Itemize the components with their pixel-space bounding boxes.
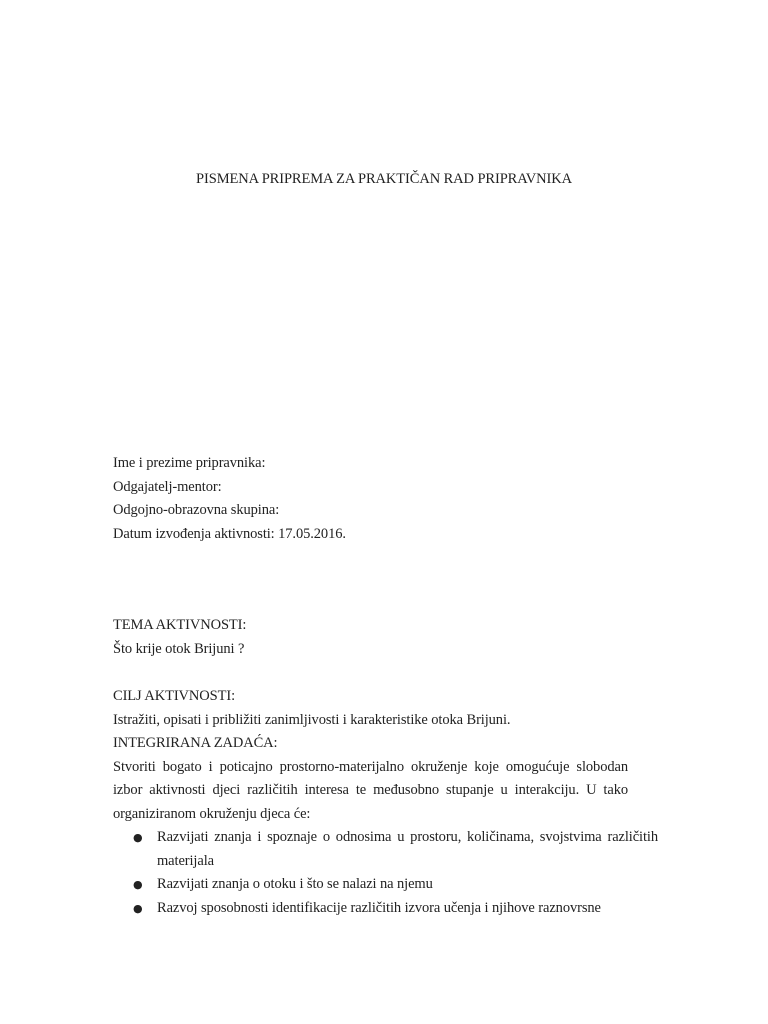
activity-date-line: Datum izvođenja aktivnosti: 17.05.2016. bbox=[113, 525, 346, 542]
topic-heading: TEMA AKTIVNOSTI: bbox=[113, 617, 247, 633]
topic-text: Što krije otok Brijuni ? bbox=[113, 640, 245, 657]
group-label: Odgojno-obrazovna skupina: bbox=[113, 502, 280, 518]
list-item bbox=[113, 897, 658, 921]
integrated-task-paragraph: Stvoriti bogato i poticajno prostorno-materijalno okruženje koje omogućuje slobodan izbor aktivnosti djeci različitih interesa te međusobno stupanje u interakciju. U tako organiziranom okruženju djeca će: bbox=[113, 758, 628, 822]
document-title: PISMENA PRIPREMA ZA PRAKTIČAN RAD PRIPRAVNIKA bbox=[196, 171, 572, 187]
list-item bbox=[113, 826, 658, 873]
goal-text: Istražiti, opisati i približiti zanimljivosti i karakteristike otoka Brijuni. bbox=[113, 711, 511, 728]
list-item-text: Razvijati znanja i spoznaje o odnosima u prostoru, količinama, svojstvima različitih materijala bbox=[157, 829, 658, 869]
info-block bbox=[113, 452, 658, 546]
mentor-label: Odgajatelj-mentor: bbox=[113, 478, 222, 495]
goal-section bbox=[113, 685, 658, 920]
goal-heading: CILJ AKTIVNOSTI: bbox=[113, 688, 236, 704]
list-item-text: Razvijati znanja o otoku i što se nalazi na njemu bbox=[157, 876, 433, 892]
bullet-icon: ● bbox=[133, 831, 143, 844]
topic-section bbox=[113, 614, 658, 661]
integrated-task-list bbox=[113, 826, 658, 920]
trainee-name-label: Ime i prezime pripravnika: bbox=[113, 455, 266, 471]
list-item bbox=[113, 873, 658, 897]
list-item-text: Razvoj sposobnosti identifikacije različitih izvora učenja i njihove raznovrsne bbox=[157, 899, 601, 916]
bullet-icon: ● bbox=[133, 901, 143, 915]
integrated-task-heading: INTEGRIRANA ZADAĆA: bbox=[113, 735, 278, 751]
bullet-icon: ● bbox=[133, 878, 143, 891]
